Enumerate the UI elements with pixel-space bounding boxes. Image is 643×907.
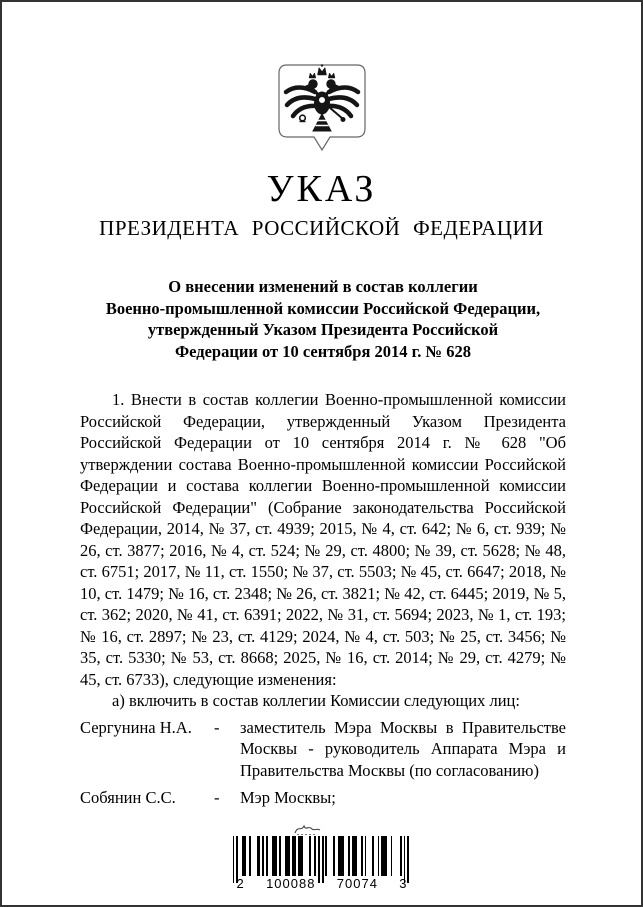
subject-line: Военно-промышленной комиссии Российской Федерации, (105, 298, 541, 318)
appointee-position: Мэр Москвы; (240, 788, 336, 807)
barcode (233, 824, 411, 890)
barcode-digit-group: 70074 (336, 876, 378, 891)
appointment-separator: - (214, 717, 220, 737)
appointee-name: Сергунина Н.А. (80, 717, 192, 737)
subject-line: утвержденный Указом Президента Российской (147, 320, 499, 339)
appointee-position: заместитель Мэра Москвы в Правительстве Москвы - руководитель Аппарата Мэра и Правительства Москвы (по согласованию) (240, 717, 566, 780)
subject-heading (80, 276, 566, 362)
document-title: УКАЗ (266, 168, 377, 210)
body-paragraph-1: 1. Внести в состав коллегии Военно-промышленной комиссии Российской Федерации, утвержденный Указом Президента Российской Федерации от 10 сентября 2014 г. № 628 "Об утверждении состава Военно-промышленной комиссии Российской Федерации и состава коллегии Военно-промышленной комиссии Российской Федерации" (Собрание законодательства Российской Федерации, 2014, № 37, ст. 4939; 2015, № 4, ст. 642; № 6, ст. 939; № 26, ст. 3877; 2016, № 4, ст. 524; № 29, ст. 4800; № 39, ст. 5628; № 48, ст. 6751; 2017, № 11, ст. 1550; № 37, ст. 5503; № 45, ст. 6647; 2018, № 10, ст. 1479; № 16, ст. 2348; № 26, ст. 3821; № 42, ст. 6445; 2019, № 5, ст. 362; 2020, № 41, ст. 6391; 2022, № 31, ст. 5694; 2023, № 1, ст. 193; № 16, ст. 2897; № 23, ст. 4129; 2024, № 4, ст. 503; № 25, ст. 3456; № 35, ст. 5330; № 53, ст. 8668; 2025, № 16, ст. 2014; № 29, ст. 4279; № 45, ст. 6733), следующие изменения: (80, 390, 566, 689)
subject-line: О внесении изменений в состав коллегии (168, 277, 478, 296)
russian-coat-of-arms-icon (276, 62, 368, 158)
body-paragraph-2: а) включить в состав коллегии Комиссии следующих лиц: (112, 691, 520, 710)
appointee-name: Собянин С.С. (80, 788, 176, 807)
document-subtitle: ПРЕЗИДЕНТА РОССИЙСКОЙ ФЕДЕРАЦИИ (99, 216, 544, 240)
barcode-digit-group: 3 (399, 876, 408, 891)
barcode-bars (233, 836, 409, 883)
barcode-digit-group: 2 (236, 876, 245, 891)
appointments-list (80, 717, 566, 809)
subject-line: Федерации от 10 сентября 2014 г. № 628 (174, 341, 472, 361)
body-text (80, 389, 566, 712)
signature-mark-icon (293, 822, 323, 836)
appointment-separator: - (214, 788, 220, 807)
barcode-digit-group: 100088 (266, 876, 316, 891)
appointment-row (80, 717, 566, 782)
appointment-row (80, 787, 566, 809)
